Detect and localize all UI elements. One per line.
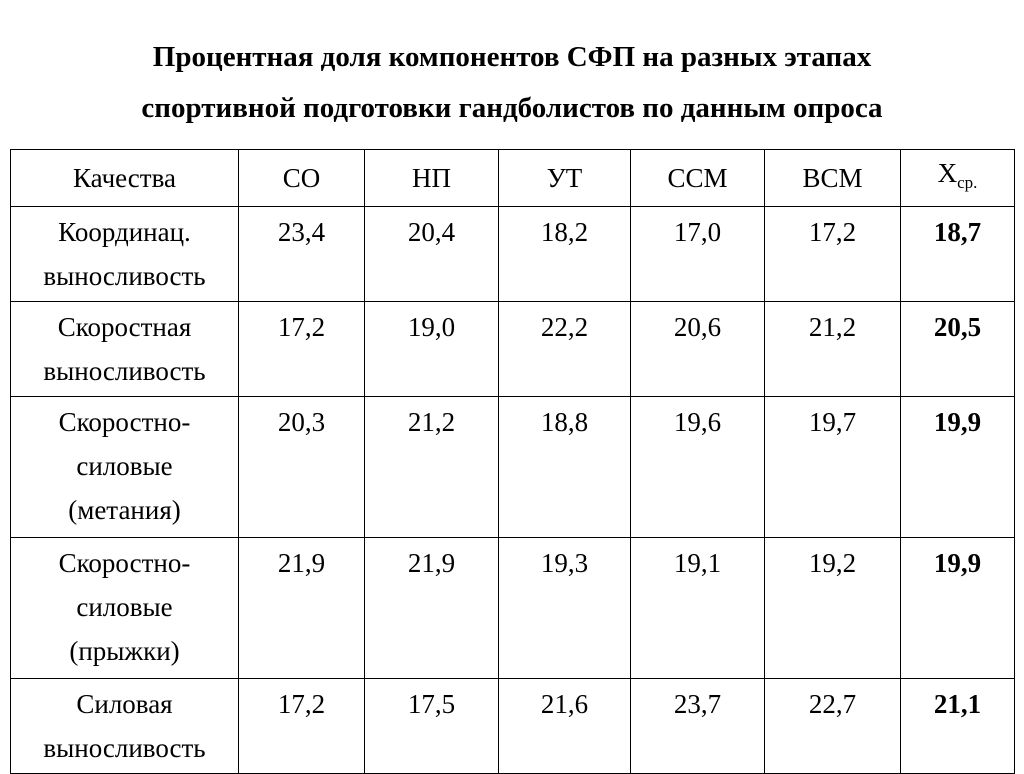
value-cell-ut: 19,3 (499, 538, 631, 679)
value-cell-np: 21,9 (365, 538, 499, 679)
page-title (0, 32, 1024, 134)
value-cell-ssm: 23,7 (631, 679, 765, 774)
column-header-quality: Качества (11, 150, 239, 207)
value-cell-vsm: 17,2 (765, 207, 901, 302)
value-cell-ut: 18,2 (499, 207, 631, 302)
column-header-np: НП (365, 150, 499, 207)
quality-label-line: Силовая (76, 689, 173, 719)
value-cell-np: 20,4 (365, 207, 499, 302)
value-cell-ssm: 19,1 (631, 538, 765, 679)
quality-label-line: выносливость (43, 261, 206, 291)
column-header-so: СО (239, 150, 365, 207)
value-cell-np: 21,2 (365, 397, 499, 538)
value-cell-vsm: 21,2 (765, 302, 901, 397)
quality-cell (11, 397, 239, 538)
average-cell: 19,9 (901, 538, 1015, 679)
value-cell-ut: 21,6 (499, 679, 631, 774)
value-cell-ssm: 17,0 (631, 207, 765, 302)
quality-label-line: выносливость (43, 356, 206, 386)
table-row (11, 302, 1015, 397)
quality-label-line: Координац. (58, 217, 191, 247)
column-header-vsm: ВСМ (765, 150, 901, 207)
column-header-ssm: ССМ (631, 150, 765, 207)
table-row (11, 397, 1015, 538)
quality-cell (11, 302, 239, 397)
average-subscript: ср. (957, 173, 978, 192)
quality-cell (11, 207, 239, 302)
table-row (11, 538, 1015, 679)
value-cell-ssm: 19,6 (631, 397, 765, 538)
average-cell: 20,5 (901, 302, 1015, 397)
value-cell-ut: 22,2 (499, 302, 631, 397)
value-cell-vsm: 19,7 (765, 397, 901, 538)
quality-label-line: (метания) (68, 495, 181, 525)
title-line-1: Процентная доля компонентов СФП на разных этапах (152, 41, 872, 73)
quality-cell (11, 538, 239, 679)
quality-label-line: силовые (76, 451, 173, 481)
value-cell-vsm: 19,2 (765, 538, 901, 679)
value-cell-ut: 18,8 (499, 397, 631, 538)
value-cell-so: 17,2 (239, 302, 365, 397)
value-cell-so: 20,3 (239, 397, 365, 538)
table-row (11, 679, 1015, 774)
data-table (10, 149, 1015, 774)
quality-label-line: Скоростно- (58, 548, 191, 578)
quality-label-line: Скоростная (57, 312, 192, 342)
quality-cell (11, 679, 239, 774)
average-cell: 21,1 (901, 679, 1015, 774)
header-row (11, 150, 1015, 207)
value-cell-so: 17,2 (239, 679, 365, 774)
value-cell-vsm: 22,7 (765, 679, 901, 774)
value-cell-so: 23,4 (239, 207, 365, 302)
title-line-2: спортивной подготовки гандболистов по данным опроса (141, 92, 883, 124)
value-cell-np: 19,0 (365, 302, 499, 397)
value-cell-np: 17,5 (365, 679, 499, 774)
average-cell: 19,9 (901, 397, 1015, 538)
quality-label-line: силовые (76, 592, 173, 622)
quality-label-line: выносливость (43, 733, 206, 763)
quality-label-line: (прыжки) (69, 636, 180, 666)
column-header-ut: УТ (499, 150, 631, 207)
quality-label-line: Скоростно- (58, 407, 191, 437)
average-symbol: X (937, 158, 958, 188)
column-header-average (901, 150, 1015, 207)
average-cell: 18,7 (901, 207, 1015, 302)
value-cell-ssm: 20,6 (631, 302, 765, 397)
value-cell-so: 21,9 (239, 538, 365, 679)
table-row (11, 207, 1015, 302)
